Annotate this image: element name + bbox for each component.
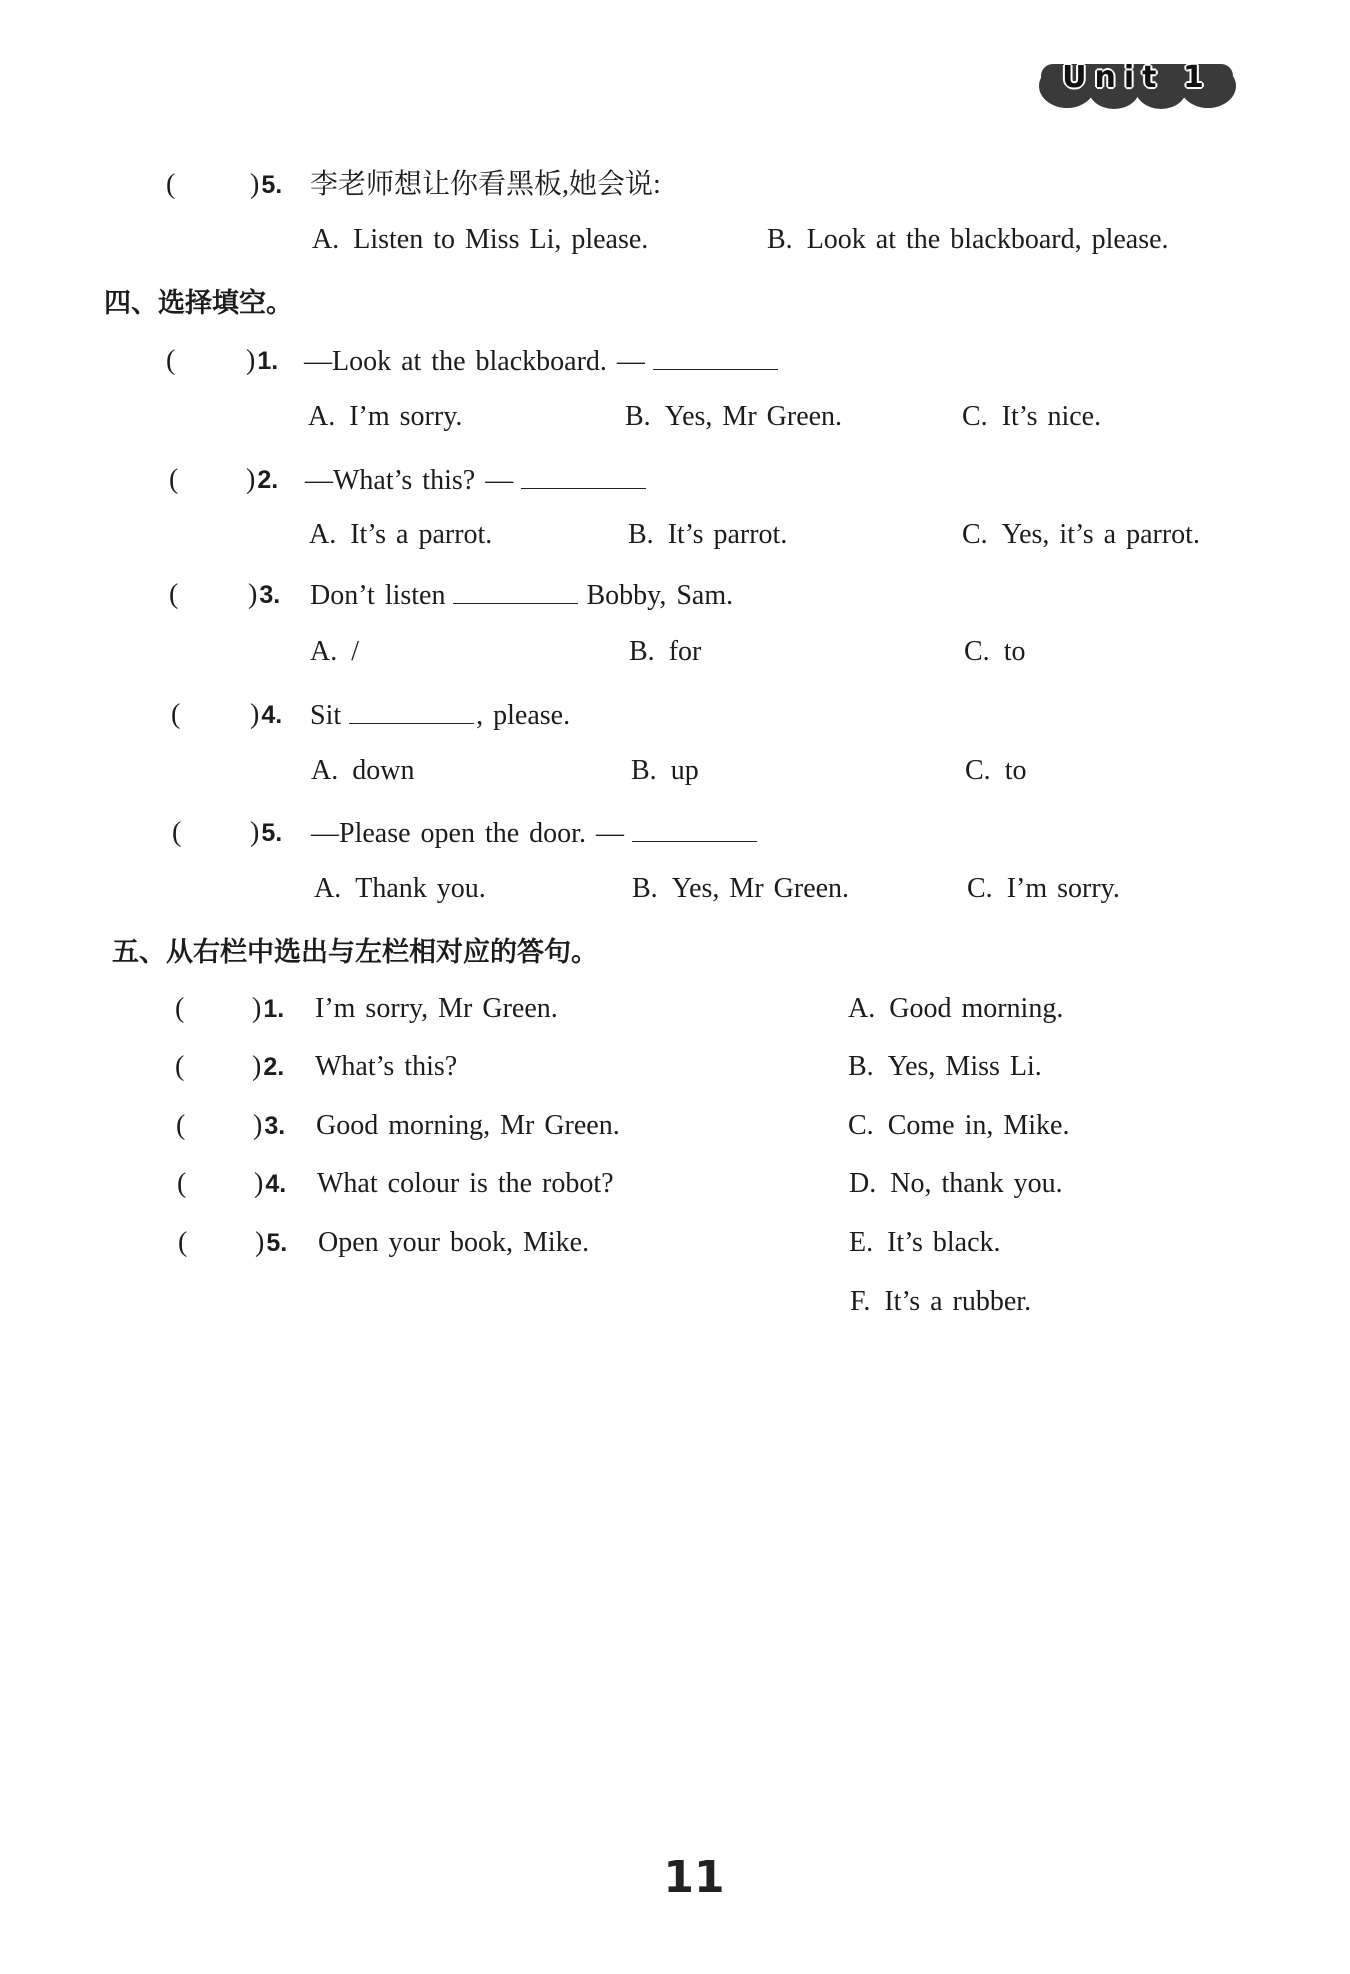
option-c: C. It’s nice. bbox=[962, 401, 1102, 432]
question-number: )3. bbox=[248, 579, 281, 610]
option-b: B. Look at the blackboard, please. bbox=[767, 224, 1169, 255]
answer-blank bbox=[653, 343, 778, 370]
question-row bbox=[0, 577, 1350, 613]
answer-bracket-open: ( bbox=[169, 464, 179, 495]
options-row bbox=[0, 871, 1350, 907]
question-text: —Look at the blackboard. — bbox=[304, 343, 786, 380]
left-sentence: I’m sorry, Mr Green. bbox=[315, 993, 558, 1024]
left-sentence: What’s this? bbox=[315, 1051, 458, 1082]
question-number: )2. bbox=[246, 464, 279, 495]
section-title: 四、选择填空。 bbox=[104, 288, 293, 319]
right-answer-b: B. Yes, Miss Li. bbox=[848, 1051, 1042, 1082]
section-title: 五、从右栏中选出与左栏相对应的答句。 bbox=[112, 937, 598, 968]
question-row bbox=[0, 462, 1350, 498]
option-a: A. Thank you. bbox=[314, 873, 486, 904]
right-answer-a: A. Good morning. bbox=[848, 993, 1064, 1024]
option-a: A. It’s a parrot. bbox=[309, 519, 493, 550]
question-row bbox=[0, 343, 1350, 379]
matching-row bbox=[0, 1108, 1350, 1144]
matching-row bbox=[0, 991, 1350, 1027]
question-text: —Please open the door. — bbox=[311, 815, 765, 852]
options-row bbox=[0, 399, 1350, 435]
question-text: Sit , please. bbox=[310, 697, 570, 734]
right-answer-e: E. It’s black. bbox=[849, 1227, 1001, 1258]
answer-blank bbox=[632, 815, 757, 842]
options-row bbox=[0, 634, 1350, 670]
option-c: C. Yes, it’s a parrot. bbox=[962, 519, 1200, 550]
page-number: 11 bbox=[663, 1852, 725, 1903]
option-c: C. I’m sorry. bbox=[967, 873, 1120, 904]
answer-bracket-open: ( bbox=[178, 1227, 188, 1258]
left-sentence: Good morning, Mr Green. bbox=[316, 1110, 620, 1141]
option-a: A. I’m sorry. bbox=[308, 401, 463, 432]
answer-blank bbox=[521, 462, 646, 489]
options-row bbox=[0, 753, 1350, 789]
option-c: C. to bbox=[965, 755, 1027, 786]
question-text: Don’t listen Bobby, Sam. bbox=[310, 577, 733, 614]
question-text: —What’s this? — bbox=[305, 462, 654, 499]
answer-bracket-open: ( bbox=[172, 817, 182, 848]
matching-row bbox=[0, 1225, 1350, 1261]
question-number: )1. bbox=[252, 993, 285, 1024]
options-row bbox=[0, 517, 1350, 553]
option-a: A. Listen to Miss Li, please. bbox=[312, 224, 649, 255]
left-sentence: Open your book, Mike. bbox=[318, 1227, 590, 1258]
answer-bracket-open: ( bbox=[166, 345, 176, 376]
question-number: )3. bbox=[253, 1110, 286, 1141]
answer-blank bbox=[453, 577, 578, 604]
answer-bracket-open: ( bbox=[177, 1168, 187, 1199]
option-b: B. Yes, Mr Green. bbox=[632, 873, 850, 904]
right-answer-f: F. It’s a rubber. bbox=[850, 1286, 1032, 1317]
right-answer-c: C. Come in, Mike. bbox=[848, 1110, 1070, 1141]
question-number: )5. bbox=[255, 1227, 288, 1258]
option-b: B. Yes, Mr Green. bbox=[625, 401, 843, 432]
option-a: A. down bbox=[311, 755, 415, 786]
option-a: A. / bbox=[310, 636, 360, 667]
question-number: )5. bbox=[250, 169, 283, 200]
matching-row bbox=[0, 1284, 1350, 1320]
matching-row bbox=[0, 1166, 1350, 1202]
question-number: )5. bbox=[250, 817, 283, 848]
question-number: )4. bbox=[254, 1168, 287, 1199]
section-heading bbox=[0, 286, 1350, 322]
answer-bracket-open: ( bbox=[175, 993, 185, 1024]
section-heading bbox=[0, 935, 1350, 971]
option-b: B. up bbox=[631, 755, 699, 786]
question-number: )1. bbox=[246, 345, 279, 376]
left-sentence: What colour is the robot? bbox=[317, 1168, 614, 1199]
answer-blank bbox=[349, 697, 474, 724]
answer-bracket-open: ( bbox=[166, 169, 176, 200]
question-number: )2. bbox=[252, 1051, 285, 1082]
option-b: B. It’s parrot. bbox=[628, 519, 788, 550]
question-number: )4. bbox=[250, 699, 283, 730]
answer-bracket-open: ( bbox=[176, 1110, 186, 1141]
unit-badge bbox=[1037, 58, 1237, 110]
option-c: C. to bbox=[964, 636, 1026, 667]
question-row bbox=[0, 697, 1350, 733]
right-answer-d: D. No, thank you. bbox=[849, 1168, 1063, 1199]
question-row bbox=[0, 167, 1350, 203]
answer-bracket-open: ( bbox=[169, 579, 179, 610]
options-row bbox=[0, 222, 1350, 258]
matching-row bbox=[0, 1049, 1350, 1085]
option-b: B. for bbox=[629, 636, 702, 667]
answer-bracket-open: ( bbox=[171, 699, 181, 730]
question-row bbox=[0, 815, 1350, 851]
answer-bracket-open: ( bbox=[175, 1051, 185, 1082]
unit-badge-label: Unit 1 bbox=[1062, 60, 1212, 95]
question-text: 李老师想让你看黑板,她会说: bbox=[310, 169, 661, 200]
